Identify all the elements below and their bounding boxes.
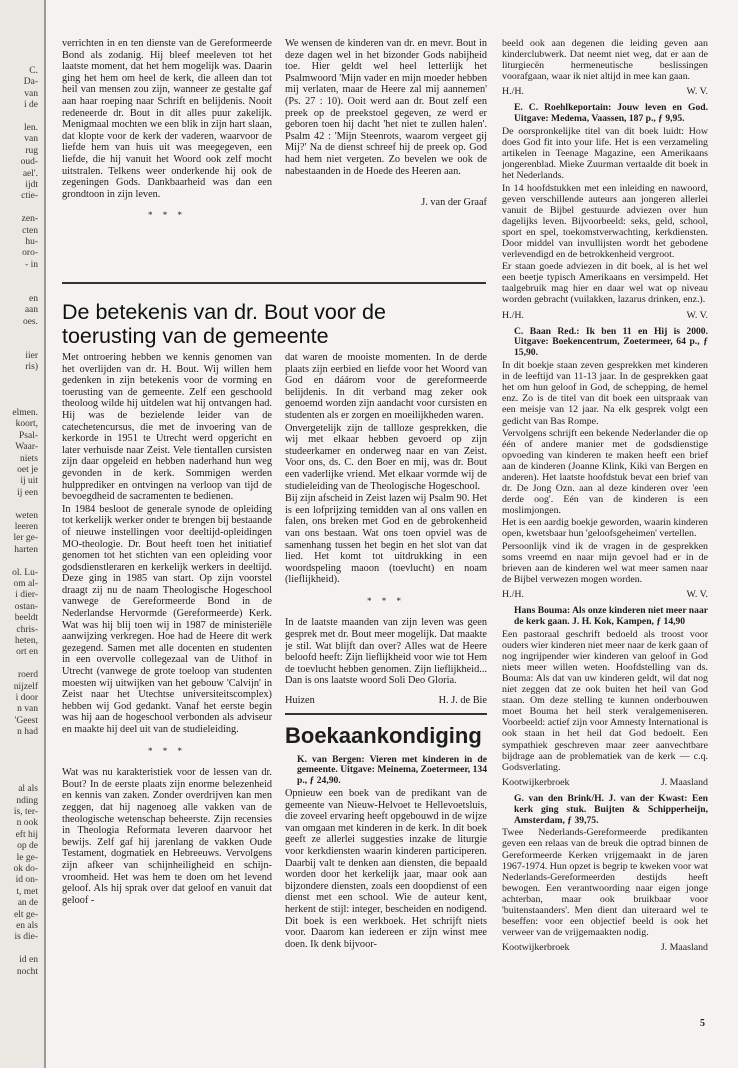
- margin-fragment: C.: [29, 66, 38, 76]
- margin-fragment: is, ter-: [13, 807, 38, 817]
- article-headline: De betekenis van dr. Bout voor de toerusting van de gemeente: [62, 300, 386, 348]
- review-text: beeld ook aan degenen die leiding geven aan kinderclubwerk. Dat neemt niet weg, dat er aan de liturgiecën hermeneutische beslissingen voorafgaan, waar ik niet altijd in mee kan gaan.: [502, 38, 708, 83]
- column-1-article: [62, 352, 272, 1012]
- margin-fragment: ij uit: [20, 476, 38, 487]
- review-heading: G. van den Brink/H. J. van der Kwast: Een kerk ging stuk. Buijten & Schipperheijn, Amsterdam, ƒ 39,75.: [514, 792, 708, 826]
- section-rule: [62, 282, 486, 284]
- margin-fragment: ol. Lu-: [12, 567, 38, 578]
- margin-fragment: Psal-: [19, 430, 38, 441]
- signature-wv: W. V.: [686, 86, 708, 98]
- review-heading: K. van Bergen: Vieren met kinderen in de gemeente. Uitgave: Meinema, Zoetermeer, 134 p., ƒ 24,90.: [297, 753, 487, 787]
- margin-fragment: koort,: [15, 419, 38, 430]
- review-text: In 14 hoofdstukken met een inleiding en nawoord, geven verschillende auteurs aan jongeren allerlei vanuit de Bijbel gestuurde adviezen over hun dagelijks leven. Bijvoorbeeld: seks, geld, school, sport en spel, toekomstverwachting, kerkdiensten. Door middel van invullijsten wordt het gebodene verlevendigd en de betrokkenheid vergroot.: [502, 182, 708, 261]
- margin-fragment: harten: [14, 544, 38, 555]
- signature-initials: H./H.: [502, 309, 524, 321]
- margin-fragment: roerd: [17, 670, 38, 681]
- margin-fragment: en: [29, 294, 38, 304]
- margin-fragment: 'Geest: [14, 715, 38, 726]
- margin-fragment: oes.: [22, 316, 38, 327]
- review-text: In dit boekje staan zeven gesprekken met kinderen in de leeftijd van 11-13 jaar. In de gesprekken gaat het om hun geloof in God, de schepping, de hemel enz. Zo is de titel van dit boek een uitspraak van een meisje van 12 jaar. Na elk gesprek volgt een gedicht van Bas Rompe.: [502, 360, 708, 427]
- margin-fragment: eft hij: [15, 829, 38, 840]
- signature-name: H. J. de Bie: [438, 695, 487, 707]
- margin-fragment: en als: [16, 921, 38, 931]
- column-3: [502, 38, 708, 1018]
- margin-fragment: van: [24, 88, 38, 99]
- separator-stars: * * *: [148, 210, 186, 221]
- margin-fragment: Waar-: [15, 442, 38, 453]
- margin-fragment: aan: [24, 305, 38, 316]
- margin-fragment: iier: [25, 351, 38, 361]
- margin-fragment: Da-: [23, 77, 38, 88]
- margin-fragment: weten: [15, 510, 38, 521]
- article-paragraph: In 1984 besloot de generale synode de opleiding tot kerkelijk werker onder te brengen bij bestaande of nieuwe instellingen voor deeltijd-opleidingen MO-theologie. Dr. Bout heeft toen het initiatief genomen tot het stichten van een opleiding voor godsdienstleraren en kerkelijk werkers in deeltijd. Deze ging in 1985 van start. Op zijn voorstel draagt zij nu de naam Theologische Hogeschool vanwege de Gereformeerde Bond in de Nederlandse Hervormde (Gereformeerde) Kerk. Wat was hij blij toen wij in 1987 de ministeriële aanwijzing verkregen. Hoe had de Heere dit werk gezegend. Samen met alle docenten en studenten in een overvolle collegezaal van de Uithof in Utrecht (vanwege de grote toeloop van studenten moesten wij uitwijken van het gebouw 'Calvijn' in Zeist naar het Utechtse universiteitscomplex) hebben wij God gedankt. Vanaf het eerste begin was hij aan de hogeschool verbonden als adviseur en maakte hij deel uit van de studieleiding.: [62, 503, 272, 735]
- margin-fragment: niets: [20, 453, 38, 464]
- review-text: Opnieuw een boek van de predikant van de gemeente van Nieuw-Helvoet te Hellevoetsluis, die zoveel ervaring heeft opgebouwd in de wijze van omgaan met kinderen in de kerk. In dit boek geeft ze allerlei suggesties inzake de liturgie voor kerkdiensten waarin kinderen participeren. Daarbij valt te denken aan diensten, die bepaald worden door het kerkelijk jaar, maar ook aan bijzondere diensten, zoals een doopdienst of een dienst met een school. Wie de auteur kent, herkent de stijl: integer, bescheiden en nodigend. Dit boek is een werkboek. Het schrijft niets voor. Daarom kan iedereen er zijn winst mee doen. Ik denk bijvoor-: [285, 788, 487, 950]
- section-rule: [285, 713, 487, 715]
- article-paragraph: Bij zijn afscheid in Zeist lazen wij Psalm 90. Het is een lofprijzing temidden van al ons vallen en falen, ons breken met God en de gebrokenheid van ons bestaan. Wat ons toen opviel was de samenhang tussen het begin en het slot van dat lied. Het komt tot uitdrukking in een woordspeling maoon (toevlucht) en noam (lieflijkheid).: [285, 493, 487, 586]
- article-paragraph: Met ontroering hebben we kennis genomen van het overlijden van dr. H. Bout. Wij willen hem gedenken in zijn betekenis voor de vorming en toerusting van de gemeente. Zelf een geschoold theoloog wilde hij uitdelen wat hij ontvangen had. Hij was de bezielende leider van de catechetencursus, die met de invoering van de kerkorde in 1951 te Utrecht werd opgericht en later verhuisde naar Zeist. Vele tientallen cursisten zijn daar opgeleid en hebben naderhand hun weg gevonden in de kerk. Sommigen werden hulpprediker en ontvingen na verloop van tijd de bevoegdheid de sacramenten te bedienen.: [62, 352, 272, 503]
- margin-fragment: chris-: [16, 624, 38, 635]
- margin-fragment: op de: [17, 841, 38, 852]
- margin-fragment: an de: [17, 898, 38, 909]
- review-text: Het is een aardig boekje geworden, waarin kinderen open, kwetsbaar hun 'geloofsgeheimen' vertellen.: [502, 517, 708, 540]
- margin-fragment: hu-: [25, 237, 38, 247]
- margin-fragment: i de: [24, 100, 38, 111]
- signature-graaf: J. van der Graaf: [421, 197, 487, 209]
- margin-fragment: leeren: [14, 522, 38, 532]
- margin-fragment: nijzelf: [13, 681, 38, 692]
- margin-fragment: nocht: [16, 966, 38, 977]
- article-paragraph: Wat was nu karakteristiek voor de lessen van dr. Bout? In de eerste plaats zijn enorme belezenheid en kennis van zaken. Zonder overdrijven kan men zeggen, dat hij nagenoeg alle vakken van de theologische wetenschap beheerste. Zijn recensies in Theologia Reformata leveren daarvoor het bewijs. Zelf gaf hij jarenlang de vakken Oude Testament, dogmatiek en Hebreeuws. Vervolgens zijn afkeer van schijnheiligheid en schijn-vroomheid. Het was hem te doen om het levend geloof. Als hij sprak over dat geloof en vanuit dat geloof -: [62, 767, 272, 906]
- margin-fragment: ler ge-: [13, 533, 38, 544]
- column-2-article: [285, 352, 487, 1012]
- margin-fragment: ael'.: [22, 168, 38, 179]
- review-text: Persoonlijk vind ik de vragen in de gesprekken soms vreemd en naar mijn gevoel had er in de brieven aan de kinderen wel wat meer samen naar de Bijbel verwezen mogen worden.: [502, 540, 708, 585]
- margin-fragment: cten: [22, 225, 38, 236]
- signature-initials: H./H.: [502, 588, 524, 600]
- signature-name: J. Maasland: [660, 776, 708, 788]
- article-paragraph: Onvergetelijk zijn de tallloze gesprekken, die wij met elkaar hebben gevoerd op zijn studeerkamer en onderweg naar en van Zeist. Voor ons, ds. C. den Boer en mij, was dr. Bout een vaderlijke vriend. Met elkaar vormde wij de studieleiding van de Theologische Hogeschool.: [285, 422, 487, 492]
- margin-fragment: oro-: [22, 248, 38, 259]
- margin-fragment: rug: [25, 145, 38, 156]
- margin-fragment: oet je: [17, 465, 38, 475]
- margin-fragment: n van: [17, 704, 38, 715]
- article-paragraph: In de laatste maanden van zijn leven was geen gesprek met dr. Bout meer mogelijk. Dat maakte je stil. Wat blijft dan over? Alles wat de Heere beloofd heeft: Zijn lieflijkheid voor wie tot Hem de toevlucht hebben genomen. Zijn lieflijkheid... Dan is ons laatste woord Soli Deo Gloria.: [285, 617, 487, 687]
- wish-paragraph: We wensen de kinderen van dr. en mevr. Bout in deze dagen wel in het bizonder Gods nabijheid toe. Hier geldt wel heel letterlijk het Psalmwoord 'Mijn vader en mijn moeder hebben mij verlaten, maar de Heere zal mij aannemen' (Ps. 27 : 10). Ooit werd aan dr. Bout zelf een preek op de preekstoel gegeven, ze werd er geboren toen hij dacht 'het niet te zullen halen'. Psalm 42 : 'Mijn Steenrots, waarom vergeet gij Mij?' Na de dienst schreef hij de preek op. God had hem niet vergeten. Zo bevelen we ook de nabestaanden in de Hoede des Heeren aan.: [285, 38, 487, 177]
- review-text: Een pastoraal geschrift bedoeld als troost voor ouders wier kinderen niet meer naar de kerk gaan of nog ingrijpender wier kinderen van geloof in God niets meer willen weten. Hoofdstelling van ds. Bouma: Als dat van uw kinderen geldt, wil dat nog niet zeggen dat ze ook buiten het heil van God staan. Om deze stelling te kunnen onderbouwen moet Bouma het heil sterk veralgemeniseren. Voorbeeld: actief zijn voor Amnesty International is ook staan in het heil dat God bedoelt. Een sympathiek geschreven maar zeer aanvechtbare bijdrage aan de problematiek van de kerk — c.q. Godsverlating.: [502, 628, 708, 773]
- margin-fragment: len.: [24, 123, 38, 133]
- margin-fragment: ostan-: [14, 601, 38, 612]
- margin-fragment: heten,: [15, 636, 38, 646]
- margin-fragment: nding: [16, 795, 38, 806]
- margin-fragment: ctie-: [21, 191, 38, 202]
- margin-fragment: i door: [15, 693, 38, 703]
- review-heading: E. C. Roehlkeportain: Jouw leven en God. Uitgave: Medema, Vaassen, 187 p., ƒ 9,95.: [514, 102, 708, 125]
- column-2-top: [285, 38, 487, 278]
- signature-wv: W. V.: [686, 309, 708, 321]
- article-paragraph: dat waren de mooiste momenten. In de derde plaats zijn eerbied en liefde voor het Woord van God en dáárom voor de gereformeerde belijdenis. In dit verband mag zeker ook genoemd worden zijn aandacht voor cursisten en studenten als er zorgen en moeilijkheden waren.: [285, 352, 487, 421]
- margin-fragment: is die-: [14, 932, 38, 943]
- margin-fragment: elmen.: [12, 408, 38, 418]
- margin-fragment: - in: [25, 259, 38, 270]
- signature-initials: H./H.: [502, 86, 524, 98]
- margin-fragment: le ge-: [16, 852, 38, 863]
- margin-fragment: id en: [19, 955, 38, 966]
- margin-fragment: n had: [17, 727, 38, 738]
- page-number: 5: [700, 1018, 705, 1029]
- separator-stars: * * *: [148, 745, 186, 756]
- margin-fragment: elt ge-: [13, 909, 38, 920]
- margin-fragment: n ook: [16, 818, 38, 829]
- margin-fragment: ok do-: [13, 864, 38, 874]
- review-text: De oorspronkelijke titel van dit boek luidt: How does God fit into your life. Het is een verzameling artikelen in Teenage Magazine, een Amerikaans jongerenblad. Mieke Zuurman vertaalde dit boek in het Nederlands.: [502, 126, 708, 182]
- margin-fragment: ijdt: [25, 180, 38, 190]
- margin-fragment: van: [24, 134, 38, 145]
- margin-fragment: ij een: [17, 487, 38, 498]
- margin-fragment: ort en: [16, 647, 38, 658]
- margin-fragment: zen-: [21, 214, 38, 225]
- signature-wv: W. V.: [686, 588, 708, 600]
- margin-fragment: om al-: [13, 579, 38, 589]
- margin-fragment: beeldt: [14, 613, 38, 624]
- bond-paragraph: verrichten in en ten dienste van de Gereformeerde Bond als zodanig. Hij bleef meeleven tot het laatste moment, dat het hem mogelijk was. Daarin ging het hem om heel de kerk, die alleen dan tot heil van mensen zou zijn, wanneer ze gestalte gaf aan haar roeping naar Schrift en belijdenis. Nooit redeneerde dr. Bout in dit alles puur zakelijk. Menigmaal mochten we een blik in zijn hart slaan, dat klopte voor de kerk der vaderen, waarvoor de liefde hem van huis uit was meegegeven, een liefde, die hij vanuit het Woord ook zelf mocht uitstralen. Telkens weer onderkende hij ook de zegeningen Gods. Dankbaarheid was dan een grondtoon in zijn leven.: [62, 38, 272, 200]
- margin-fragment: t, met: [16, 886, 38, 897]
- signature-place: Kootwijkerbroek: [502, 942, 570, 954]
- margin-fragment: al als: [18, 784, 38, 795]
- review-heading: C. Baan Red.: Ik ben 11 en Hij is 2000. Uitgave: Boekencentrum, Zoetermeer, 64 p., ƒ 15,90.: [514, 325, 708, 359]
- signature-name: J. Maasland: [660, 942, 708, 954]
- review-heading: Hans Bouma: Als onze kinderen niet meer naar de kerk gaan. J. H. Kok, Kampen, ƒ 14,90: [514, 605, 708, 627]
- column-1-top: [62, 38, 272, 278]
- separator-stars: * * *: [367, 595, 405, 606]
- margin-fragment: ris): [25, 362, 38, 373]
- margin-fragment: id on-: [15, 875, 38, 886]
- margin-fragment: i dier-: [15, 590, 38, 601]
- previous-page-margin: [0, 0, 46, 1068]
- review-text: Vervolgens schrijft een bekende Nederlander die op één of andere manier met de godsdienstige opvoeding van kinderen te maken heeft een brief aan de kinderen (Joanne Klink, Kiki van Bergen en anderen). Het laatste hoofdstuk bevat een brief van dr. De Jong Ozn. aan al deze kinderen over 'een derde oog'. Eén van de kinderen is een moslimjongen.: [502, 427, 708, 517]
- signature-place: Kootwijkerbroek: [502, 776, 570, 788]
- review-text: Twee Nederlands-Gereformeerde predikanten geven een relaas van de breuk die optrad binnen de Gereformeerde Kerken vrijgemaakt in de jaren 1967-1974. Hun opzet is begrip te kweken voor wat Nederlands-Gereformeerden destijds heeft bewogen. Een verantwoording naar eigen jonge achterban, maar ook bruikbaar voor 'buitenstaanders'. Men dient dan uiteraard wel te beseffen: voor een objectief beeld is ook het verweer van de vrijgemaakten nodig.: [502, 827, 708, 939]
- signature-place: Huizen: [285, 695, 315, 707]
- section-heading: Boekaankondiging: [285, 722, 482, 748]
- margin-fragment: oud-: [20, 157, 38, 168]
- review-text: Er staan goede adviezen in dit boek, al is het wel een beetje typisch Amerikaans en versimpeld. Het taalgebruik mag hier en daar wel wat op niveau worden gebracht (vuilakken, lazarus drinken, enz.).: [502, 261, 708, 306]
